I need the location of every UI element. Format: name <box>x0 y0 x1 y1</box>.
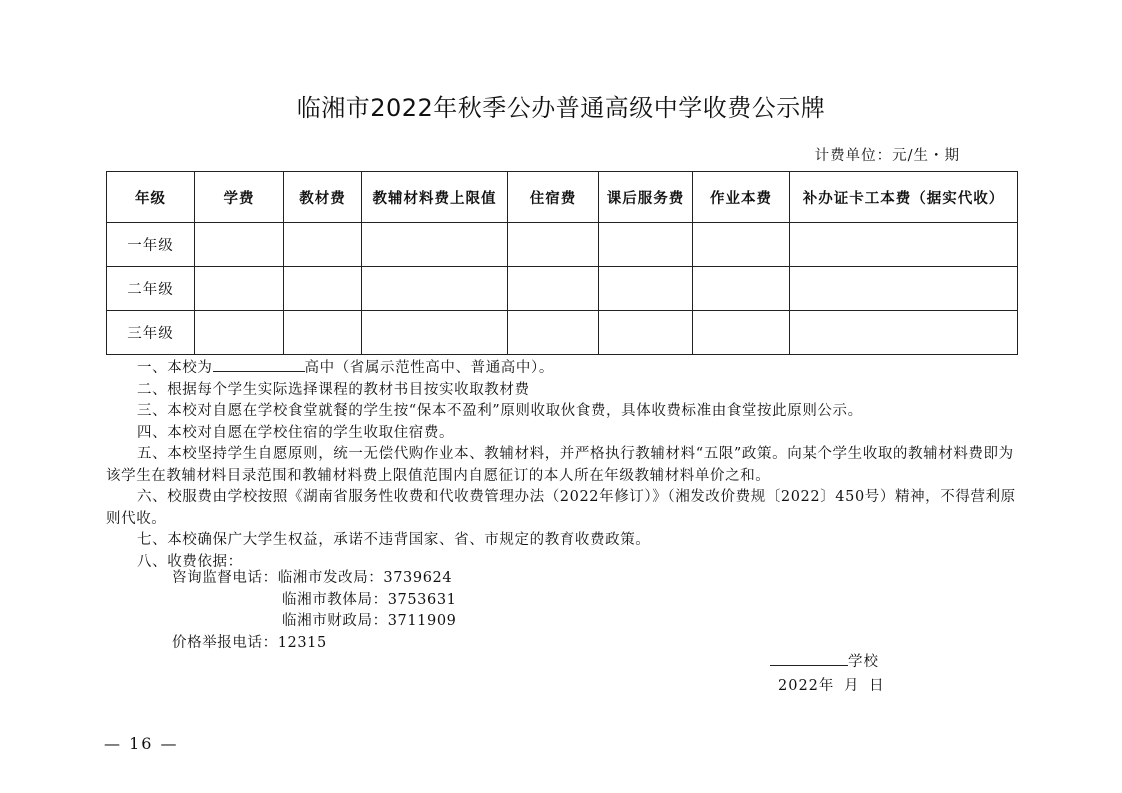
note-4: 四、本校对自愿在学校住宿的学生收取住宿费。 <box>137 424 455 441</box>
fee-cell <box>284 311 362 355</box>
table-header-row <box>107 172 1018 223</box>
contact-list <box>172 568 456 654</box>
fee-cell <box>362 311 508 355</box>
note-8: 八、收费依据： <box>137 553 243 570</box>
fee-cell <box>195 311 284 355</box>
table-row <box>107 311 1018 355</box>
fee-cell <box>693 267 790 311</box>
billing-unit: 计费单位：元/生・期 <box>814 148 960 164</box>
note-7: 七、本校确保广大学生权益，承诺不违背国家、省、市规定的教育收费政策。 <box>137 532 651 548</box>
fee-cell <box>790 311 1018 355</box>
note-2: 二、根据每个学生实际选择课程的教材书目按实收取教材费 <box>137 381 530 398</box>
header-grade: 年级 <box>107 172 195 223</box>
jiaotiju-phone: 临湘市教体局：3753631 <box>282 591 457 608</box>
note-5: 五、本校坚持学生自愿原则，统一无偿代购作业本、教辅材料，并严格执行教辅材料“五限”政策。向某个学生收取的教辅材料费即为该学生在教辅材料目录范围和教辅材料费上限值范围内自愿征订的本人所在年级教辅材料单价之和。 <box>106 446 1014 484</box>
school-signature <box>770 650 879 671</box>
fee-table <box>106 171 1018 355</box>
contact-row <box>172 590 456 612</box>
fee-cell <box>599 267 693 311</box>
school-type-blank <box>213 357 305 372</box>
note-6: 六、校服费由学校按照《湖南省服务性收费和代收费管理办法（2022年修订）》（湘发改价费规〔2022〕450号）精神，不得营利原则代收。 <box>106 489 1016 527</box>
signature-date: 2022年 月 日 <box>778 678 885 694</box>
school-label: 学校 <box>848 654 879 670</box>
fee-cell <box>362 267 508 311</box>
fee-cell <box>508 223 599 267</box>
fee-cell <box>508 267 599 311</box>
price-report-row: 价格举报电话：12315 <box>172 634 327 651</box>
fagaiju-phone: 临湘市发改局：3739624 <box>277 570 453 586</box>
header-textbook: 教材费 <box>284 172 362 223</box>
notes-section <box>106 357 1024 573</box>
fee-cell <box>599 223 693 267</box>
supervise-label: 咨询监督电话： <box>172 570 278 586</box>
fee-cell <box>599 311 693 355</box>
header-supplementary-cap: 教辅材料费上限值 <box>362 172 508 223</box>
grade-cell: 一年级 <box>107 223 195 267</box>
fee-cell <box>284 267 362 311</box>
fee-cell <box>195 223 284 267</box>
header-tuition: 学费 <box>195 172 284 223</box>
caizhengju-phone: 临湘市财政局：3711909 <box>282 613 457 629</box>
grade-cell: 二年级 <box>107 267 195 311</box>
contact-row <box>172 568 456 590</box>
header-after-school: 课后服务费 <box>599 172 693 223</box>
grade-cell: 三年级 <box>107 311 195 355</box>
note-1-prefix: 一、本校为 <box>137 360 213 376</box>
school-name-blank <box>770 651 848 666</box>
header-workbook: 作业本费 <box>693 172 790 223</box>
note-1-suffix: 高中（省属示范性高中、普通高中）。 <box>304 360 554 376</box>
page-number: — 16 — <box>104 734 179 753</box>
fee-cell <box>790 223 1018 267</box>
fee-cell <box>693 311 790 355</box>
fee-cell <box>195 267 284 311</box>
fee-cell <box>284 223 362 267</box>
note-1 <box>106 357 1024 380</box>
fee-cell <box>693 223 790 267</box>
fee-cell <box>362 223 508 267</box>
table-row <box>107 267 1018 311</box>
fee-cell <box>508 311 599 355</box>
note-3: 三、本校对自愿在学校食堂就餐的学生按“保本不盈利”原则收取伙食费，具体收费标准由食堂按此原则公示。 <box>137 403 863 419</box>
contact-row <box>172 611 456 633</box>
header-card-replacement: 补办证卡工本费（据实代收） <box>790 172 1018 223</box>
table-row <box>107 223 1018 267</box>
fee-cell <box>790 267 1018 311</box>
page-title: 临湘市2022年秋季公办普通高级中学收费公示牌 <box>296 94 826 122</box>
header-accommodation: 住宿费 <box>508 172 599 223</box>
